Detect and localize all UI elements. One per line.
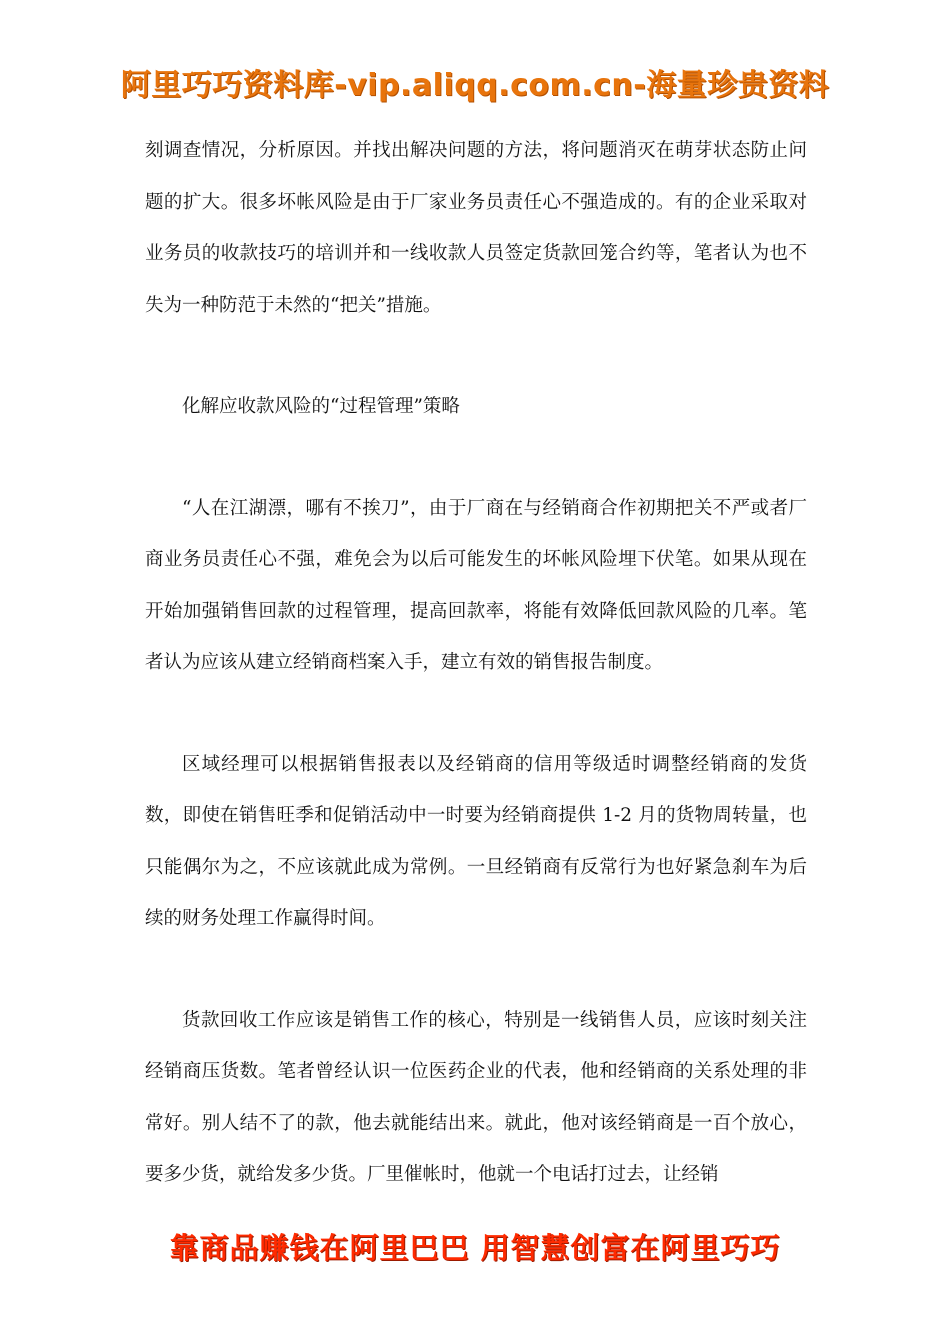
document-body — [145, 125, 807, 1251]
header-banner: 阿里巧巧资料库-vip.aliqq.com.cn-海量珍贵资料 — [120, 68, 830, 103]
paragraph-payment-collection: 货款回收工作应该是销售工作的核心，特别是一线销售人员，应该时刻关注经销商压货数。笔者曾经认识一位医药企业的代表，他和经销商的关系处理的非常好。别人结不了的款，他去就能结出来。就此，他对该经销商是一百个放心，要多少货，就给发多少货。厂里催帐时，他就一个电话打过去，让经销 — [145, 1009, 807, 1185]
section-heading: 化解应收款风险的“过程管理”策略 — [182, 396, 460, 417]
paragraph-regional-manager: 区域经理可以根据销售报表以及经销商的信用等级适时调整经销商的发货数，即使在销售旺季和促销活动中一时要为经销商提供 1-2 月的货物周转量，也只能偶尔为之，不应该就此成为常例。一旦经销商有反常行为也好紧急刹车为后续的财务处理工作赢得时间。 — [145, 753, 807, 929]
paragraph-process-management: “人在江湖漂，哪有不挨刀”，由于厂商在与经销商合作初期把关不严或者厂商业务员责任心不强，难免会为以后可能发生的坏帐风险埋下伏笔。如果从现在开始加强销售回款的过程管理，提高回款率，将能有效降低回款风险的几率。笔者认为应该从建立经销商档案入手，建立有效的销售报告制度。 — [145, 497, 807, 673]
footer-banner: 靠商品赚钱在阿里巴巴 用智慧创富在阿里巧巧 — [169, 1231, 781, 1265]
paragraph-continuation: 刻调查情况，分析原因。并找出解决问题的方法，将问题消灭在萌芽状态防止问题的扩大。很多坏帐风险是由于厂家业务员责任心不强造成的。有的企业采取对业务员的收款技巧的培训并和一线收款人员签定货款回笼合约等，笔者认为也不失为一种防范于未然的“把关”措施。 — [145, 140, 807, 316]
